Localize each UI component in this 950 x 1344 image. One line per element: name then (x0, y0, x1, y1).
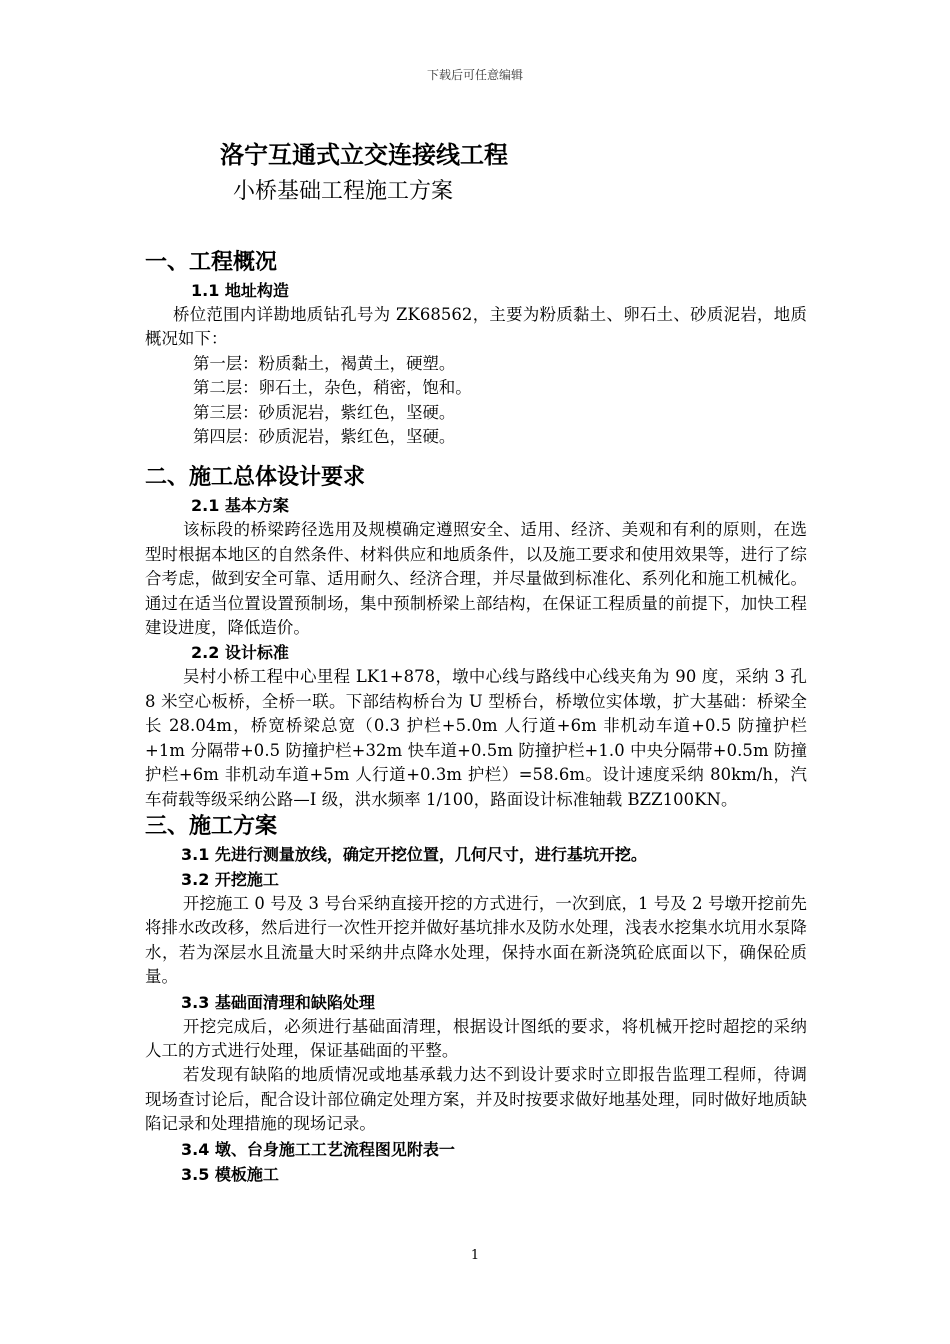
document-title: 洛宁互通式立交连接线工程 (220, 141, 508, 169)
section-3-1-heading: 3.1 先进行测量放线，确定开挖位置，几何尺寸，进行基坑开挖。 (181, 844, 647, 864)
section-3-5-heading: 3.5 模板施工 (181, 1164, 279, 1184)
document-body (145, 248, 807, 1187)
section-1-1-heading: 1.1 地址构造 (191, 281, 289, 300)
section-3-2-heading: 3.2 开挖施工 (181, 869, 279, 889)
geology-layer-4: 第四层：砂质泥岩，紫红色，坚硬。 (193, 427, 456, 447)
document-subtitle: 小桥基础工程施工方案 (233, 179, 454, 204)
section-3-4-heading: 3.4 墩、台身施工工艺流程图见附表一 (181, 1139, 455, 1159)
section-3-3-heading: 3.3 基础面清理和缺陷处理 (181, 992, 375, 1012)
section-2-2-paragraph: 吴村小桥工程中心里程 LK1+878，墩中心线与路线中心线夹角为 90 度，采纳 3 孔 8 米空心板桥，全桥一联。下部结构桥台为 U 型桥台，桥墩位实体墩，扩大基础：桥梁全长 28.04m，桥宽桥梁总宽（0.3 护栏+5.0m 人行道+6m 非机动车道+0.5 防撞护栏+1m 分隔带+0.5 防撞护栏+32m 快车道+0.5m 防撞护栏+1.0 中央分隔带+0.5m 防撞护栏+6m 非机动车道+5m 人行道+0.3m 护栏）=58.6m。设计速度采纳 80km/h，汽车荷载等级采纳公路—I 级，洪水频率 1/100，路面设计标准轴载 BZZ100KN。 (145, 667, 807, 809)
section-2-1-paragraph: 该标段的桥梁跨径选用及规模确定遵照安全、适用、经济、美观和有利的原则，在选型时根据本地区的自然条件、材料供应和地质条件，以及施工要求和使用效果等，进行了综合考虑，做到安全可靠、适用耐久、经济合理，并尽量做到标准化、系列化和施工机械化。通过在适当位置设置预制场，集中预制桥梁上部结构，在保证工程质量的前提下，加快工程建设进度，降低造价。 (145, 520, 807, 638)
section-2-heading: 二、施工总体设计要求 (145, 465, 366, 491)
page-number: 1 (470, 1248, 480, 1263)
section-1-1-paragraph: 桥位范围内详勘地质钻孔号为 ZK68562，主要为粉质黏土、卵石土、砂质泥岩，地质概况如下： (145, 305, 807, 349)
section-1-heading: 一、工程概况 (145, 250, 278, 275)
section-3-3-paragraph-1: 开挖完成后，必须进行基础面清理，根据设计图纸的要求，将机械开挖时超挖的采纳人工的方式进行处理，保证基础面的平整。 (145, 1016, 807, 1060)
section-2-2-heading: 2.2 设计标准 (191, 643, 289, 663)
section-3-heading: 三、施工方案 (145, 813, 278, 839)
geology-layer-1: 第一层：粉质黏土，褐黄土，硬塑。 (193, 353, 456, 373)
geology-layer-3: 第三层：砂质泥岩，紫红色，坚硬。 (193, 402, 456, 422)
section-2-1-heading: 2.1 基本方案 (191, 496, 289, 516)
page-header: 下载后可任意编辑 (426, 68, 523, 82)
geology-layer-2: 第二层：卵石土，杂色，稍密，饱和。 (193, 378, 472, 398)
section-3-2-paragraph: 开挖施工 0 号及 3 号台采纳直接开挖的方式进行，一次到底，1 号及 2 号墩开挖前先将排水改改移，然后进行一次性开挖并做好基坑排水及防水处理，浅表水挖集水坑用水泵降水，若为深层水且流量大时采纳井点降水处理，保持水面在新浇筑砼底面以下，确保砼质量。 (145, 893, 807, 987)
section-3-3-paragraph-2: 若发现有缺陷的地质情况或地基承载力达不到设计要求时立即报告监理工程师，待调现场查讨论后，配合设计部位确定处理方案，并及时按要求做好地基处理，同时做好地质缺陷记录和处理措施的现场记录。 (145, 1065, 807, 1134)
